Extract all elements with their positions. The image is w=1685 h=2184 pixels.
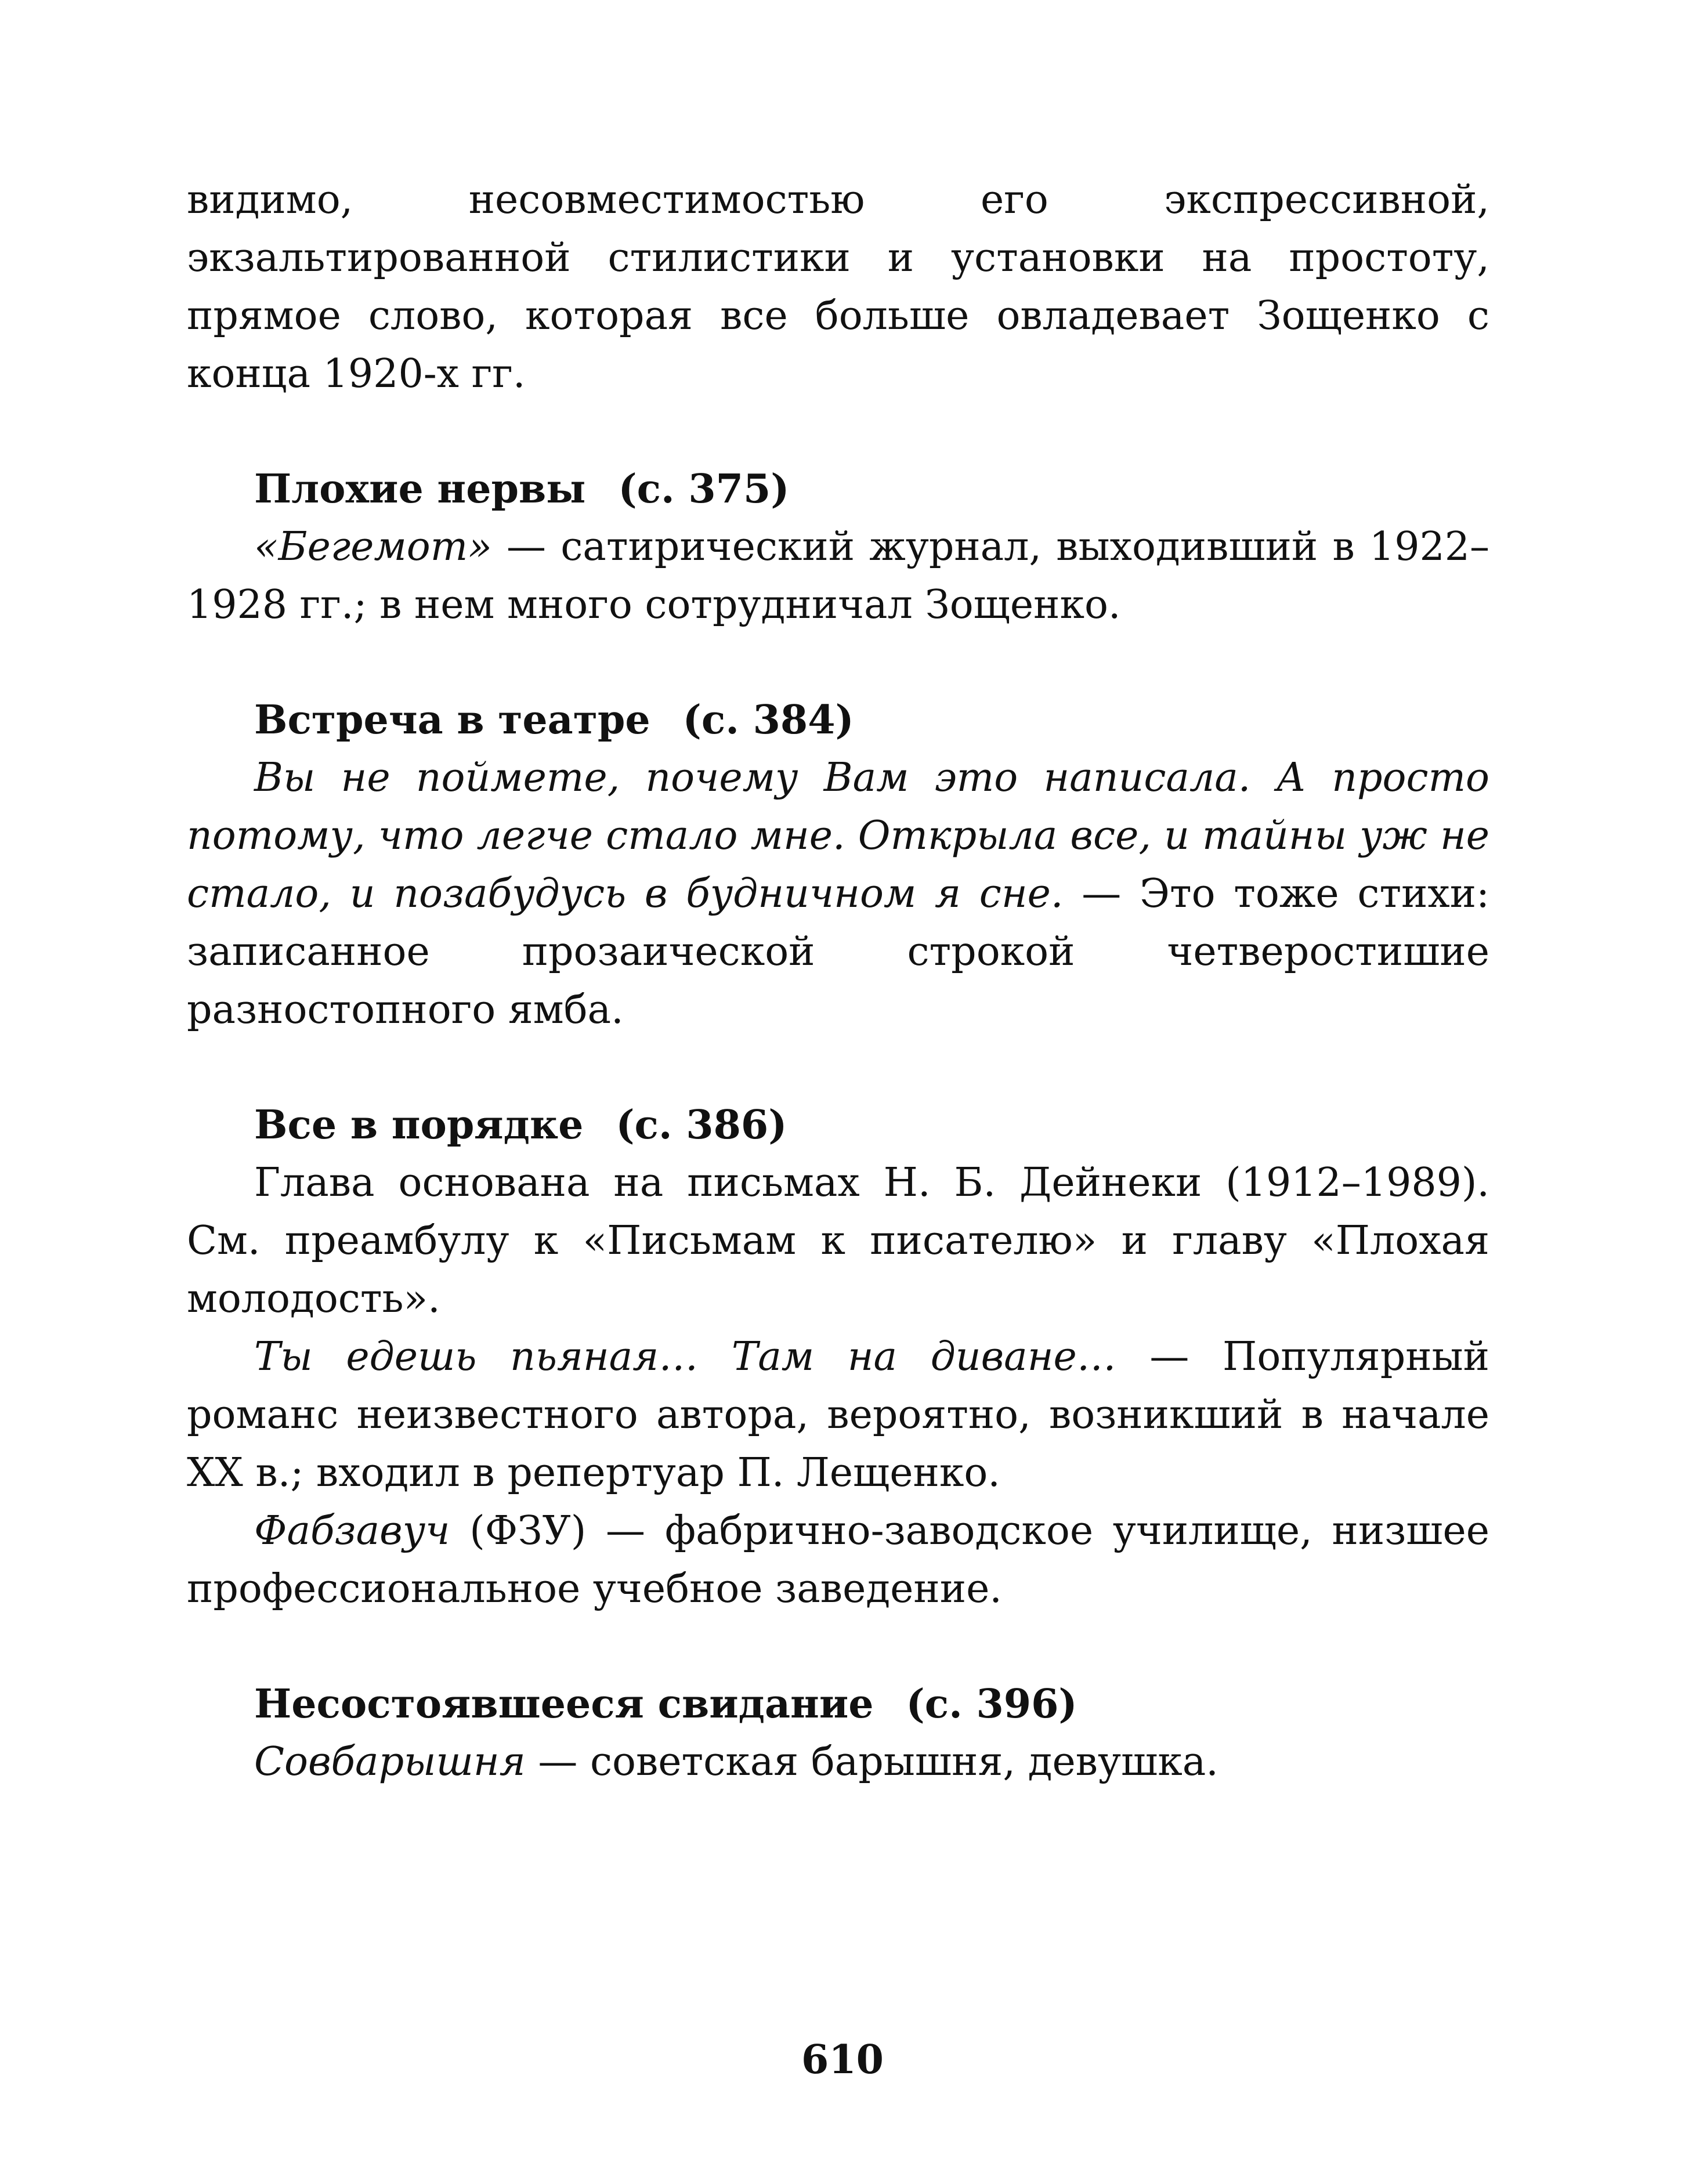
section-page-ref: (с. 375) — [618, 466, 790, 512]
page-number: 610 — [801, 2037, 884, 2083]
page-body — [187, 171, 1489, 1791]
note-text: — советская барышня, девушка. — [525, 1739, 1218, 1785]
section-title: Несостоявшееся свидание — [254, 1681, 874, 1727]
note-term: Фабзавуч — [254, 1508, 450, 1554]
note-term: «Бегемот» — [254, 524, 492, 570]
section-heading — [187, 460, 1489, 518]
section-heading — [187, 691, 1489, 749]
section-vse-v-poryadke — [187, 1096, 1489, 1618]
section-plokhie-nervy — [187, 460, 1489, 634]
note-text: Глава основана на письмах Н. Б. Дейнеки (1912–1989). См. преамбулу к «Письмам к писателю» и главу «Плохая молодость». — [187, 1160, 1489, 1322]
note-paragraph — [187, 1154, 1489, 1328]
note-paragraph — [187, 1328, 1489, 1502]
note-text: — Популярный романс неизвестного автора, вероятно, возникший в начале XX в.; входил в репертуар П. Лещенко. — [187, 1334, 1489, 1496]
section-title: Плохие нервы — [254, 466, 586, 512]
section-nesostoyavsheesya-svidanie — [187, 1675, 1489, 1791]
section-heading — [187, 1096, 1489, 1154]
note-paragraph — [187, 1733, 1489, 1791]
section-title: Все в порядке — [254, 1102, 584, 1148]
section-heading — [187, 1675, 1489, 1733]
note-text: (ФЗУ) — фабрично-заводское училище, низшее профессиональное учебное заведение. — [187, 1508, 1489, 1612]
note-term: Совбарышня — [254, 1739, 526, 1785]
note-paragraph — [187, 1502, 1489, 1618]
section-page-ref: (с. 386) — [616, 1102, 787, 1148]
section-title: Встреча в театре — [254, 697, 650, 743]
note-paragraph — [187, 749, 1489, 1039]
note-text: — Это тоже стихи: записанное прозаической строкой четверостишие разностопного ямба. — [187, 871, 1490, 1033]
note-paragraph — [187, 518, 1489, 634]
section-page-ref: (с. 396) — [906, 1681, 1077, 1727]
section-page-ref: (с. 384) — [682, 697, 854, 743]
note-term: Ты едешь пьяная… Там на диване… — [254, 1334, 1116, 1380]
section-vstrecha-v-teatre — [187, 691, 1489, 1039]
note-text: — сатирический журнал, выходивший в 1922–1928 гг.; в нем много сотрудничал Зощенко. — [187, 524, 1489, 628]
intro-paragraph: видимо, несовместимостью его экспрессивной, экзальтированной стилистики и установки на простоту, прямое слово, которая все больше овладевает Зощенко с конца 1920-х гг. — [187, 177, 1489, 397]
note-term: Вы не поймете, почему Вам это написала. А просто потому, что легче стало мне. Открыла все, и тайны уж не стало, и позабудусь в будничном я сне. — [187, 755, 1489, 917]
